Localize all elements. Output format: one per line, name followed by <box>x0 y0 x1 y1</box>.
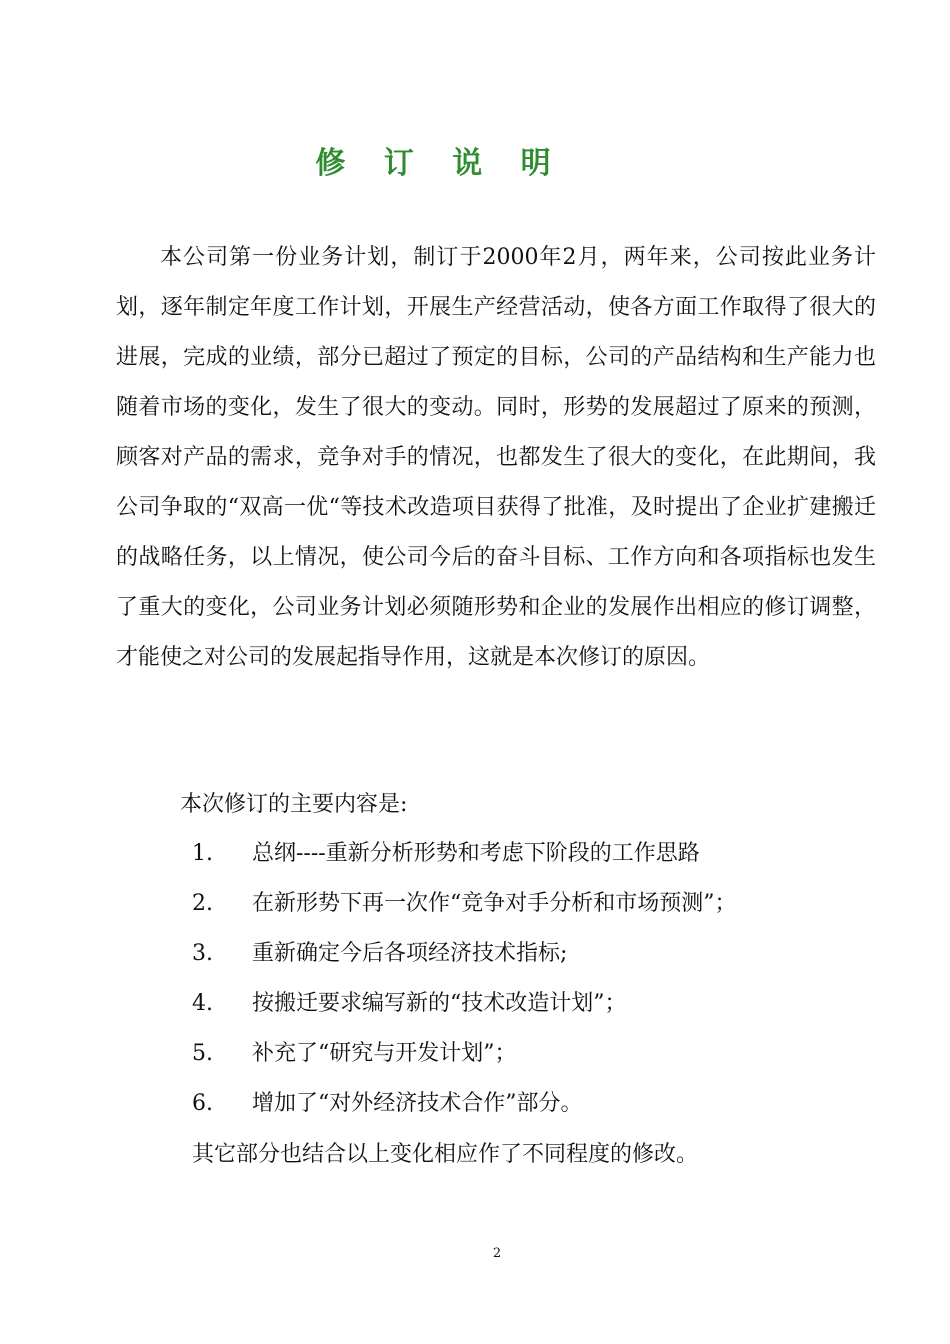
list-item-number: 6. <box>192 1091 213 1116</box>
list-item <box>192 1034 737 1084</box>
list-item-text: 增加了“对外经济技术合作”部分。 <box>252 1091 583 1116</box>
revision-list <box>192 834 737 1134</box>
page-number: 2 <box>492 1246 502 1261</box>
list-intro: 本次修订的主要内容是: <box>180 792 408 817</box>
list-item-number: 2. <box>192 891 213 916</box>
intro-paragraph: 本公司第一份业务计划，制订于2000年2月，两年来，公司按此业务计划，逐年制定年度工作计划，开展生产经营活动，使各方面工作取得了很大的进展，完成的业绩，部分已超过了预定的目标，公司的产品结构和生产能力也随着市场的变化，发生了很大的变动。同时，形势的发展超过了原来的预测，顾客对产品的需求，竞争对手的情况，也都发生了很大的变化，在此期间，我公司争取的“双高一优“等技术改造项目获得了批准，及时提出了企业扩建搬迁的战略任务，以上情况，使公司今后的奋斗目标、工作方向和各项指标也发生了重大的变化，公司业务计划必须随形势和企业的发展作出相应的修订调整，才能使之对公司的发展起指导作用，这就是本次修订的原因。 <box>116 245 876 670</box>
page-title: 修 订 说 明 <box>315 146 565 181</box>
list-item-text: 总纲----重新分析形势和考虑下阶段的工作思路 <box>252 841 700 866</box>
list-item-number: 3. <box>192 941 213 966</box>
list-item-number: 5. <box>192 1041 213 1066</box>
list-item-number: 1. <box>192 841 213 866</box>
list-item-text: 在新形势下再一次作“竞争对手分析和市场预测”； <box>252 891 737 916</box>
closing-paragraph: 其它部分也结合以上变化相应作了不同程度的修改。 <box>192 1142 699 1167</box>
list-item-text: 补充了“研究与开发计划”； <box>252 1041 517 1066</box>
list-item <box>192 1084 737 1134</box>
list-item-text: 按搬迁要求编写新的“技术改造计划”； <box>252 991 627 1016</box>
list-item-text: 重新确定今后各项经济技术指标; <box>252 941 568 966</box>
list-item <box>192 834 737 884</box>
list-item <box>192 984 737 1034</box>
list-item-number: 4. <box>192 991 213 1016</box>
list-item <box>192 884 737 934</box>
list-item <box>192 934 737 984</box>
